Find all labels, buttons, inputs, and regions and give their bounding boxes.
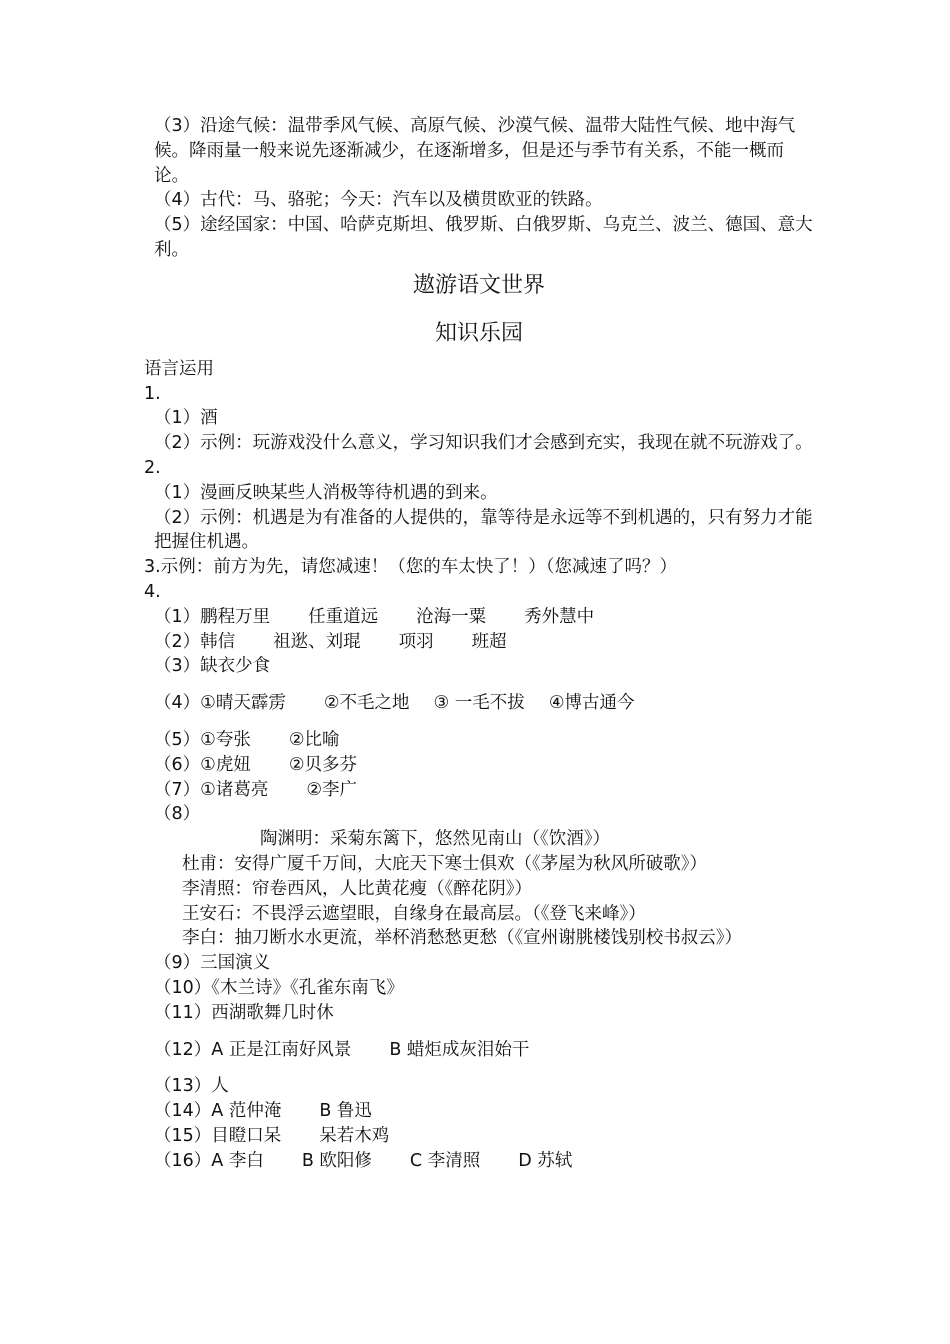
q4-sub-1-item: 沧海一粟 [416, 606, 487, 627]
q4-sub-1 [144, 605, 814, 630]
q4-sub-4-item: ②不毛之地 [323, 693, 410, 714]
q2-answer-2: （2）示例：机遇是为有准备的人提供的，靠等待是永远等不到机遇的，只有努力才能把握住机遇。 [154, 507, 813, 553]
q4-sub-14 [144, 1099, 814, 1124]
q4-sub-2-item: 祖逖、刘琨 [273, 631, 361, 652]
q4-sub-4-item: ①晴天霹雳 [200, 693, 286, 714]
q4-sub-15-item: 目瞪口呆 [211, 1125, 282, 1146]
q2-answer-1: （1）漫画反映某些人消极等待机遇的到来。 [154, 482, 498, 503]
q4-sub-15-item: 呆若木鸡 [319, 1125, 390, 1146]
q1-answer-1: （1）酒 [154, 408, 218, 429]
q4-sub-15-label: （15） [154, 1125, 212, 1146]
q3-answer: 3.示例：前方为先，请您减速！（您的车太快了！）（您减速了吗？） [144, 557, 677, 578]
q4-sub-12-item: A 正是江南好风景 [211, 1039, 352, 1060]
q4-sub-4-label: （4） [154, 693, 201, 714]
q4-sub-6 [144, 753, 814, 778]
q4-sub-1-label: （1） [154, 606, 201, 627]
q4-sub-8: （8） [154, 804, 201, 825]
heading-knowledge-park: 知识乐园 [434, 320, 523, 346]
intro-answer-3: （3）沿途气候：温带季风气候、高原气候、沙漠气候、温带大陆性气候、地中海气候。降雨量一般来说先逐渐减少，在逐渐增多，但是还与季节有关系，不能一概而论。 [154, 116, 796, 186]
q4-sub-7 [144, 778, 814, 803]
q4-sub-16-item: A 李白 [211, 1150, 264, 1171]
q4-sub-4-item: ④博古通今 [548, 693, 635, 714]
poem-line: 李清照：帘卷西风，人比黄花瘦（《醉花阴》） [182, 878, 532, 899]
q4-sub-5-item: ②比喻 [288, 729, 340, 750]
q4-sub-7-item: ①诸葛亮 [200, 779, 269, 800]
heading-explore-chinese: 遨游语文世界 [412, 272, 545, 298]
q4-sub-16-item: C 李清照 [409, 1150, 481, 1171]
q4-sub-13: （13）人 [154, 1076, 229, 1097]
q4-sub-2-item: 班超 [471, 631, 507, 652]
page-content [144, 114, 814, 1173]
q4-sub-1-item: 任重道远 [308, 606, 379, 627]
intro-answer-5: （5）途经国家：中国、哈萨克斯坦、俄罗斯、白俄罗斯、乌克兰、波兰、德国、意大利。 [154, 215, 813, 260]
q4-sub-7-item: ②李广 [306, 779, 358, 800]
q4-sub-16-item: B 欧阳修 [301, 1150, 372, 1171]
q4-sub-1-item: 秀外慧中 [524, 606, 595, 627]
q4-sub-5-item: ①夸张 [200, 729, 251, 750]
poem-line: 杜甫：安得广厦千万间，大庇天下寒士俱欢（《茅屋为秋风所破歌》） [182, 853, 707, 874]
poem-line: 陶渊明：采菊东篱下，悠然见南山（《饮酒》） [260, 829, 610, 850]
q4-sub-9: （9）三国演义 [154, 953, 271, 974]
q4-sub-14-item: B 鲁迅 [319, 1101, 372, 1122]
q4-sub-11: （11）西湖歌舞几时休 [154, 1002, 334, 1023]
q4-sub-4 [144, 691, 814, 716]
q4-sub-6-item: ②贝多芬 [288, 754, 358, 775]
poem-line: 李白：抽刀断水水更流，举杯消愁愁更愁（《宣州谢朓楼饯别校书叔云》） [182, 928, 742, 949]
q4-sub-5-label: （5） [154, 729, 201, 750]
q4-sub-7-label: （7） [154, 779, 201, 800]
q4-number: 4. [144, 581, 161, 602]
section-title: 语言运用 [144, 358, 214, 379]
q4-sub-2 [144, 630, 814, 655]
intro-answer-4: （4）古代：马、骆驼；今天：汽车以及横贯欧亚的铁路。 [154, 190, 603, 211]
q1-number: 1. [144, 383, 161, 404]
q4-sub-2-label: （2） [154, 631, 201, 652]
poem-line: 王安石：不畏浮云遮望眼，自缘身在最高层。（《登飞来峰》） [182, 903, 646, 924]
q4-sub-4-item: ③ 一毛不拔 [433, 693, 525, 714]
q4-sub-2-item: 韩信 [200, 631, 236, 652]
q4-sub-14-item: A 范仲淹 [211, 1101, 282, 1122]
q4-sub-2-item: 项羽 [398, 631, 434, 652]
q4-sub-5 [144, 728, 814, 753]
q4-sub-12-item: B 蜡炬成灰泪始干 [389, 1039, 530, 1060]
q4-sub-12-label: （12） [154, 1039, 212, 1060]
q4-sub-12 [144, 1038, 814, 1063]
q4-sub-10: （10）《木兰诗》《孔雀东南飞》 [154, 977, 404, 998]
q1-answer-2: （2）示例：玩游戏没什么意义，学习知识我们才会感到充实，我现在就不玩游戏了。 [154, 433, 813, 454]
q4-sub-1-item: 鹏程万里 [200, 606, 271, 627]
q4-sub-16 [144, 1149, 814, 1174]
q4-sub-6-item: ①虎妞 [200, 754, 251, 775]
q4-sub-15 [144, 1124, 814, 1149]
q4-sub-6-label: （6） [154, 754, 201, 775]
q2-number: 2. [144, 457, 161, 478]
q4-sub-3: （3）缺衣少食 [154, 656, 271, 677]
q4-sub-16-label: （16） [154, 1150, 212, 1171]
q4-sub-14-label: （14） [154, 1101, 212, 1122]
q4-sub-16-item: D 苏轼 [518, 1150, 573, 1171]
